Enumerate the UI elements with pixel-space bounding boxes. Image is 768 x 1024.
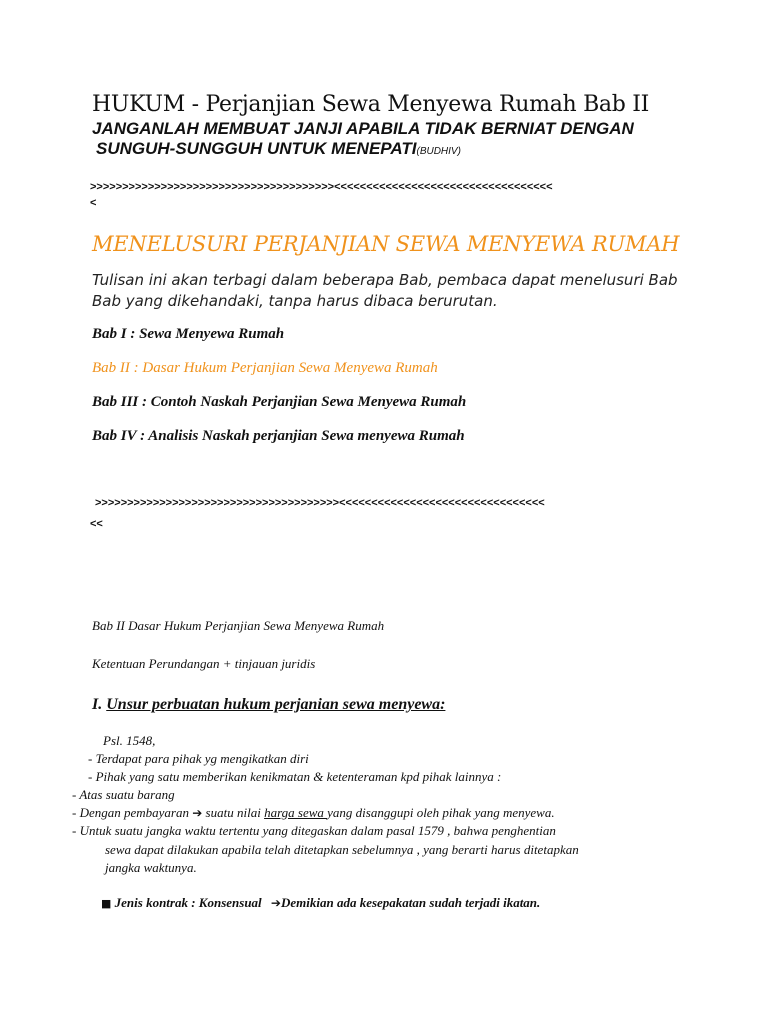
divider-arrows-1-tail: <	[90, 197, 97, 209]
list-item-period-3: jangka waktunya.	[105, 860, 197, 875]
chapter-2: Bab II : Dasar Hukum Perjanjian Sewa Menyewa Rumah	[92, 360, 438, 376]
payment-text-underlined: harga sewa	[264, 805, 328, 820]
list-item-payment	[72, 805, 555, 821]
list-item-goods: - Atas suatu barang	[72, 787, 175, 802]
list-item-parties: - Terdapat para pihak yg mengikatkan diri	[88, 751, 309, 766]
chapter-1: Bab I : Sewa Menyewa Rumah	[92, 326, 285, 342]
arrow-right-icon: ➔	[192, 806, 203, 820]
sub-title: Ketentuan Perundangan + tinjauan juridis	[92, 656, 316, 671]
payment-text-post: yang disanggupi oleh pihak yang menyewa.	[327, 805, 555, 820]
intro-line-1: Tulisan ini akan terbagi dalam beberapa Bab, pembaca dapat menelusuri Bab	[92, 271, 678, 289]
square-bullet-icon: ■	[101, 897, 112, 910]
document-title: HUKUM - Perjanjian Sewa Menyewa Rumah Bab II	[92, 92, 650, 117]
section-i-heading	[92, 696, 445, 714]
psl-reference: Psl. 1548,	[103, 733, 156, 748]
warning-line-2-text: SUNGUH-SUNGGUH UNTUK MENEPATI	[96, 139, 417, 158]
warning-attribution: (BUDHIV)	[416, 146, 461, 157]
divider-arrows-1: >>>>>>>>>>>>>>>>>>>>>>>>>>>>>>>>>>>>>><<<<<<<<<<<<<<<<<<<<<<<<<<<<<<<<<<	[90, 181, 553, 193]
list-item-enjoyment: - Pihak yang satu memberikan kenikmatan & ketenteraman kpd pihak lainnya :	[88, 769, 502, 784]
section-heading: MENELUSURI PERJANJIAN SEWA MENYEWA RUMAH	[92, 232, 680, 256]
payment-text-pre: - Dengan pembayaran	[72, 805, 193, 820]
contract-type-line	[101, 895, 540, 911]
payment-text-mid: suatu nilai	[202, 805, 265, 820]
warning-line-1: JANGANLAH MEMBUAT JANJI APABILA TIDAK BERNIAT DENGAN	[92, 119, 634, 138]
warning-line-2	[96, 139, 461, 159]
intro-line-2: Bab yang dikehandaki, tanpa harus dibaca berurutan.	[92, 292, 498, 310]
divider-arrows-2-tail: <<	[90, 518, 103, 530]
divider-arrows-2: >>>>>>>>>>>>>>>>>>>>>>>>>>>>>>>>>>>>>><<<<<<<<<<<<<<<<<<<<<<<<<<<<<<<<	[95, 497, 545, 509]
contract-type-result: Demikian ada kesepakatan sudah terjadi ikatan.	[280, 895, 541, 910]
chapter-4: Bab IV : Analisis Naskah perjanjian Sewa menyewa Rumah	[92, 428, 465, 444]
chapter-3: Bab III : Contoh Naskah Perjanjian Sewa Menyewa Rumah	[92, 394, 467, 410]
contract-type-label: Jenis kontrak : Konsensual	[114, 895, 262, 910]
section-i-number: I.	[92, 696, 103, 713]
list-item-period-1: - Untuk suatu jangka waktu tertentu yang ditegaskan dalam pasal 1579 , bahwa penghentian	[72, 823, 556, 838]
sub-heading: Bab II Dasar Hukum Perjanjian Sewa Menyewa Rumah	[92, 618, 385, 633]
list-item-period-2: sewa dapat dilakukan apabila telah ditetapkan sebelumnya , yang berarti harus ditetapkan	[105, 842, 579, 857]
section-i-title: Unsur perbuatan hukum perjanian sewa menyewa:	[106, 696, 446, 713]
arrow-right-icon: ➔	[270, 896, 281, 910]
